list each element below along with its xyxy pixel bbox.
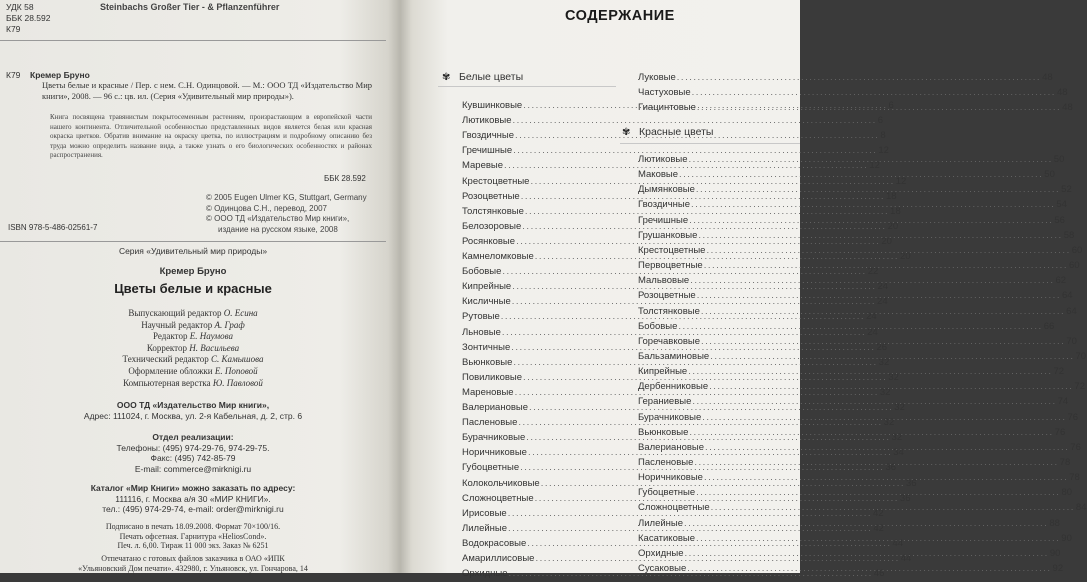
dot-leader — [692, 87, 1056, 98]
section-underline — [620, 143, 800, 144]
dot-leader — [696, 487, 1060, 498]
toc-entry-name: Крестоцветные — [462, 175, 530, 187]
author-name: Кремер Бруно — [159, 266, 227, 277]
dot-leader — [705, 442, 1069, 453]
catalog-line: 111116, г. Москва а/я 30 «МИР КНИГИ». — [115, 493, 271, 504]
toc-entry-page: 76 — [1070, 441, 1081, 453]
print-line: Печ. л. 6,00. Тираж 11 000 экз. Заказ № 6251 — [117, 541, 269, 551]
toc-entry-page: 6 — [888, 100, 894, 111]
toc-entry-name: Белозоровые — [462, 220, 522, 232]
toc-entry-page: 42 — [873, 522, 884, 534]
toc-entry — [638, 102, 1073, 116]
toc-entry-name: Гиацинтовые — [638, 102, 696, 114]
credit-role: Редактор — [153, 331, 188, 342]
toc-entry — [462, 160, 880, 174]
toc-entry-page: 44 — [892, 537, 904, 549]
dot-leader — [701, 306, 1065, 317]
toc-entry-page: 52 — [1061, 184, 1072, 196]
toc-entry-name: Орхидные — [462, 568, 508, 580]
credit-line — [0, 308, 386, 320]
toc-entry-page: 76 — [1054, 426, 1066, 438]
toc-entry-name: Росянковые — [462, 235, 516, 247]
toc-entry-page: 18 — [885, 190, 897, 202]
print-line: Печать офсетная. Гарнитура «HeliosCond». — [119, 531, 267, 541]
toc-entry — [638, 72, 1053, 86]
udk-line: УДК 58 — [6, 2, 34, 12]
credit-role: Технический редактор — [122, 354, 209, 365]
toc-entry-page: 36 — [885, 462, 897, 474]
dot-leader — [679, 169, 1043, 180]
toc-entry-name: Лютиковые — [638, 154, 688, 165]
catalog-code: К79 — [6, 70, 21, 80]
credit-person: О. Есина — [223, 308, 258, 318]
dot-leader — [677, 72, 1041, 83]
isbn: ISBN 978-5-486-02561-7 — [8, 223, 98, 232]
credit-role: Оформление обложки — [128, 365, 213, 376]
credit-line — [0, 378, 386, 390]
toc-entry-page: 48 — [1062, 102, 1073, 114]
toc-entry-page: 72 — [1053, 366, 1065, 378]
toc-entry-page: 90 — [1061, 532, 1072, 544]
dot-leader — [678, 321, 1042, 332]
credit-line — [0, 331, 386, 343]
toc-entry-page: 46 — [873, 568, 885, 580]
toc-entry-name: Дербенниковые — [638, 381, 709, 393]
dot-leader — [689, 427, 1053, 438]
print-info — [0, 522, 386, 551]
catalog-order-block — [0, 483, 386, 515]
left-page — [0, 0, 400, 573]
toc-entry-page: 26 — [876, 341, 888, 353]
printed-line: «Ульяновский Дом печати». 432980, г. Ульяновск, ул. Гончарова, 14 — [78, 563, 308, 573]
toc-entry-page: 48 — [1056, 87, 1068, 99]
dot-leader — [687, 563, 1051, 574]
toc-entry-page: 22 — [867, 266, 879, 278]
toc-entry — [462, 251, 911, 265]
section-white-heading — [442, 71, 523, 83]
dot-leader — [711, 502, 1075, 513]
credit-person: Ю. Павловой — [212, 377, 263, 388]
toc-entry-page: 48 — [1042, 72, 1053, 83]
toc-entry-name: Кипрейные — [638, 366, 688, 378]
toc-entry-name: Сусаковые — [638, 563, 687, 575]
toc-entry-page: 32 — [879, 386, 891, 398]
toc-entry-name: Лилейные — [462, 522, 508, 534]
toc-title: СОДЕРЖАНИЕ — [565, 8, 675, 24]
toc-entry-name: Норичниковые — [462, 447, 527, 459]
divider — [0, 40, 386, 41]
toc-entry-page: 44 — [900, 553, 912, 564]
toc-entry-name: Лилейные — [638, 517, 684, 529]
toc-entry-page: 24 — [867, 326, 878, 338]
toc-entry-name: Дымянковые — [638, 184, 695, 196]
toc-entry-page: 20 — [881, 235, 892, 247]
credit-line — [0, 354, 386, 366]
catalog-title: Каталог «Мир Книги» можно заказать по адресу: — [90, 483, 296, 493]
toc-entry-name: Первоцветные — [638, 260, 703, 272]
toc-entry-page: 24 — [877, 281, 889, 293]
toc-entry-name: Гвоздичные — [638, 199, 691, 211]
dot-leader — [702, 412, 1066, 423]
toc-entry-name: Частуховые — [638, 87, 691, 99]
toc-entry-name: Валериановые — [638, 441, 705, 453]
toc-entry-name: Толстянковые — [638, 305, 700, 317]
toc-entry-name: Пасленовые — [462, 417, 518, 429]
bibliographic-record: Цветы белые и красные / Пер. с нем. С.Н. Одинцовой. — М.: ООО ТД «Издательство Мир книги», 2008. — 96 с.: цв. ил. (Серия «Удивительный мир природы»). — [42, 80, 372, 101]
credits-list — [0, 308, 386, 389]
toc-entry-page: 20 — [900, 251, 911, 262]
toc-entry-name: Колокольчиковые — [462, 477, 540, 489]
credit-person: Е. Поповой — [214, 365, 258, 376]
toc-entry-name: Лютиковые — [462, 115, 512, 127]
toc-entry-name: Бурачниковые — [462, 432, 526, 444]
copyright-line: © Одинцова С.Н., перевод, 2007 — [206, 203, 327, 213]
sales-block — [0, 432, 386, 474]
toc-entry-page: 54 — [1056, 199, 1067, 211]
toc-entry — [462, 145, 889, 159]
toc-entry-page: 70 — [1066, 335, 1077, 347]
section-underline — [438, 86, 616, 87]
dot-leader — [513, 115, 877, 126]
toc-entry-name: Пасленовые — [638, 457, 694, 468]
print-line: Подписано в печать 18.09.2008. Формат 70×100/16. — [105, 522, 281, 531]
toc-entry-page: 32 — [891, 432, 903, 444]
catalog-line: тел.: (495) 974-29-74, e-mail: order@mirknigi.ru — [102, 504, 284, 514]
toc-entry-page: 76 — [1067, 411, 1079, 423]
toc-entry-name: Зонтичные — [462, 341, 511, 353]
toc-entry-name: Гвоздичные — [462, 130, 515, 142]
toc-entry-name: Вьюнковые — [638, 426, 689, 438]
dot-leader — [689, 154, 1053, 165]
toc-entry-name: Губоцветные — [462, 462, 520, 474]
annotation: Книга посвящена травянистым покрытосеменным растениям, произрастающим в европейской части нашего континента. Отличительной особенностью представленных видов является белая или красная окраска цветков. Обратив внимание на окраску цветка, по иллюстрациям и подробному описанию без труда можно определить название вида, а также узнать о его биологических особенностях и районах распространения. — [50, 113, 372, 159]
toc-entry-page: 60 — [1068, 260, 1080, 272]
toc-entry-page: 80 — [1061, 487, 1073, 499]
credit-role: Компьютерная верстка — [123, 377, 211, 388]
sales-line: E-mail: commerce@mirknigi.ru — [134, 463, 252, 474]
toc-entry-name: Розоцветные — [638, 290, 696, 302]
section-title: Белые цветы — [459, 71, 524, 83]
dot-leader — [701, 336, 1065, 347]
toc-entry-name: Орхидные — [638, 547, 684, 559]
toc-entry — [462, 115, 884, 129]
series-original-title: Steinbachs Großer Tier - & Pflanzenführer — [100, 2, 280, 12]
credit-person: Е. Наумова — [189, 331, 233, 342]
toc-entry-name: Горечавковые — [638, 335, 701, 347]
toc-entry-page: 20 — [887, 220, 899, 232]
toc-entry-name: Маковые — [638, 169, 679, 181]
credit-role: Выпускающий редактор — [128, 308, 222, 318]
toc-entry-page: 92 — [1052, 563, 1064, 575]
toc-entry-name: Камнеломковые — [462, 251, 534, 262]
toc-entry-page: 32 — [883, 417, 895, 429]
toc-entry-page: 24 — [877, 296, 888, 308]
toc-entry-page: 12 — [878, 145, 889, 157]
toc-entry-name: Крестоцветные — [638, 244, 706, 256]
toc-entry-page: 42 — [873, 507, 884, 519]
toc-entry-name: Губоцветные — [638, 487, 696, 499]
toc-entry-page: 78 — [1059, 457, 1071, 468]
toc-entry-name: Толстянковые — [462, 205, 524, 217]
dot-leader — [689, 215, 1053, 226]
toc-entry-name: Льновые — [462, 326, 501, 338]
copyright-line: © ООО ТД «Издательство Мир книги», — [206, 214, 350, 223]
toc-entry-name: Водокрасовые — [462, 537, 527, 549]
flower-icon: ✾ — [442, 71, 451, 83]
toc-entry-name: Амариллисовые — [462, 553, 535, 564]
dot-leader — [690, 275, 1054, 286]
dot-leader — [697, 102, 1061, 113]
toc-entry-page: 50 — [1044, 169, 1055, 181]
toc-entry-page: 12 — [895, 175, 907, 187]
dot-leader — [709, 381, 1073, 392]
toc-entry-page: 8 — [880, 130, 886, 142]
credit-person: С. Камышова — [210, 354, 264, 365]
dot-leader — [692, 396, 1056, 407]
toc-entry-name: Повиликовые — [462, 371, 523, 383]
toc-entry-name: Кипрейные — [462, 281, 512, 293]
toc-entry-name: Гречишные — [462, 145, 513, 157]
credit-line — [0, 320, 386, 332]
toc-entry-name: Вьюнковые — [462, 356, 513, 368]
toc-entry-name: Рутовые — [462, 311, 500, 323]
toc-entry-name: Бурачниковые — [638, 411, 702, 423]
toc-entry-name: Розоцветные — [462, 190, 520, 202]
credit-line — [0, 343, 386, 355]
printed-line: Отпечатано с готовых файлов заказчика в ОАО «ИПК — [101, 554, 285, 563]
publisher-address: Адрес: 111024, г. Москва, ул. 2-я Кабельная, д. 2, стр. 6 — [83, 411, 303, 421]
dot-leader — [696, 184, 1060, 195]
book-title: Цветы белые и красные — [114, 281, 272, 296]
toc-entry-name: Луковые — [638, 72, 676, 83]
catalog-author: Кремер Бруно — [30, 70, 90, 80]
toc-entry-page: 84 — [1075, 502, 1087, 514]
toc-entry-name: Кувшинковые — [462, 100, 523, 111]
toc-entry-page: 62 — [1055, 275, 1067, 287]
dot-leader — [704, 260, 1068, 271]
publisher-block — [0, 400, 386, 422]
credit-role: Корректор — [146, 342, 187, 353]
toc-entry-page: 18 — [890, 205, 901, 217]
toc-entry-name: Гречишные — [638, 214, 689, 226]
k79-line: К79 — [6, 24, 21, 34]
toc-entry-name: Мальвовые — [638, 275, 690, 287]
toc-entry-name: Валериановые — [462, 402, 529, 413]
bbk-code: ББК 28.592 — [324, 174, 366, 183]
toc-entry-page: 64 — [1066, 305, 1077, 317]
toc-entry-page: 88 — [1049, 517, 1060, 529]
divider — [0, 241, 386, 242]
printed-from — [0, 554, 386, 573]
credit-person: А. Граф — [214, 319, 245, 330]
toc-entry-page: 58 — [1063, 229, 1075, 241]
toc-entry-page: 64 — [1061, 290, 1073, 302]
bbk-line: ББК 28.592 — [6, 13, 51, 23]
toc-entry-name: Ирисовые — [462, 507, 507, 519]
udk-block — [6, 2, 50, 35]
section-red-heading — [622, 126, 713, 138]
copyrights — [206, 193, 376, 235]
toc-entry-page: 60 — [1071, 244, 1083, 256]
toc-entry-page: 32 — [878, 356, 890, 368]
toc-entry — [638, 87, 1068, 101]
dot-leader — [706, 245, 1070, 256]
toc-entry-page: 12 — [869, 160, 880, 172]
sales-line: Факс: (495) 742-85-79 — [150, 453, 236, 463]
credit-person: Н. Васильева — [189, 342, 240, 353]
series-name: Серия «Удивительный мир природы» — [118, 246, 268, 256]
toc-entry-page: 78 — [1069, 472, 1080, 484]
dot-leader — [694, 457, 1058, 468]
toc-entry — [462, 522, 884, 537]
toc-entry-page: 66 — [1043, 320, 1055, 332]
toc-entry-name: Сложноцветные — [638, 502, 710, 514]
toc-entry-page: 72 — [1074, 381, 1085, 393]
credit-line — [0, 366, 386, 378]
toc-entry-page: 90 — [1049, 547, 1061, 559]
flower-icon: ✾ — [622, 126, 631, 138]
sales-title: Отдел реализации: — [152, 432, 234, 442]
toc-entry-page: 32 — [888, 371, 899, 383]
toc-entry-page: 36 — [899, 492, 911, 504]
toc-entry-name: Маревые — [462, 160, 504, 172]
toc-entry-name: Бальзаминовые — [638, 350, 710, 362]
right-page — [400, 0, 1087, 580]
toc-entry-name: Бобовые — [462, 266, 502, 278]
toc-entry-name: Касатиковые — [638, 532, 696, 544]
toc-entry-page: 34 — [893, 447, 904, 459]
dot-leader — [704, 472, 1068, 483]
copyright-line: издание на русском языке, 2008 — [218, 224, 338, 234]
dot-leader — [688, 366, 1052, 377]
copyright-line: © 2005 Eugen Ulmer KG, Stuttgart, Germany — [206, 193, 367, 202]
dot-leader — [698, 230, 1062, 241]
toc-entry-page: 6 — [877, 115, 884, 127]
sales-line: Телефоны: (495) 974-29-76, 974-29-75. — [116, 442, 270, 453]
dot-leader — [710, 351, 1074, 362]
toc-entry-page: 70 — [1075, 350, 1087, 362]
dot-leader — [697, 290, 1061, 301]
toc-entry-name: Кисличные — [462, 296, 511, 308]
dot-leader — [696, 533, 1060, 544]
toc-entry-page: 24 — [866, 311, 877, 323]
publisher-name: ООО ТД «Издательство Мир книги», — [116, 400, 270, 410]
dot-leader — [684, 518, 1048, 529]
toc-entry-page: 74 — [1057, 396, 1069, 408]
toc-entry-name: Гераниевые — [638, 396, 692, 408]
section-title: Красные цветы — [639, 126, 714, 138]
credit-role: Научный редактор — [141, 319, 213, 330]
toc-entry-page: 36 — [905, 477, 917, 489]
dot-leader — [691, 199, 1055, 210]
toc-entry-name: Грушанковые — [638, 229, 698, 241]
dot-leader — [685, 548, 1049, 559]
toc-entry-name: Норичниковые — [638, 472, 703, 484]
toc-entry-name: Бобовые — [638, 320, 678, 332]
toc-entry-page: 50 — [1053, 154, 1065, 165]
toc-entry-page: 32 — [894, 402, 905, 413]
toc-entry-name: Мареновые — [462, 386, 514, 398]
toc-entry-name: Сложноцветные — [462, 492, 534, 504]
toc-entry-page: 56 — [1054, 214, 1065, 226]
